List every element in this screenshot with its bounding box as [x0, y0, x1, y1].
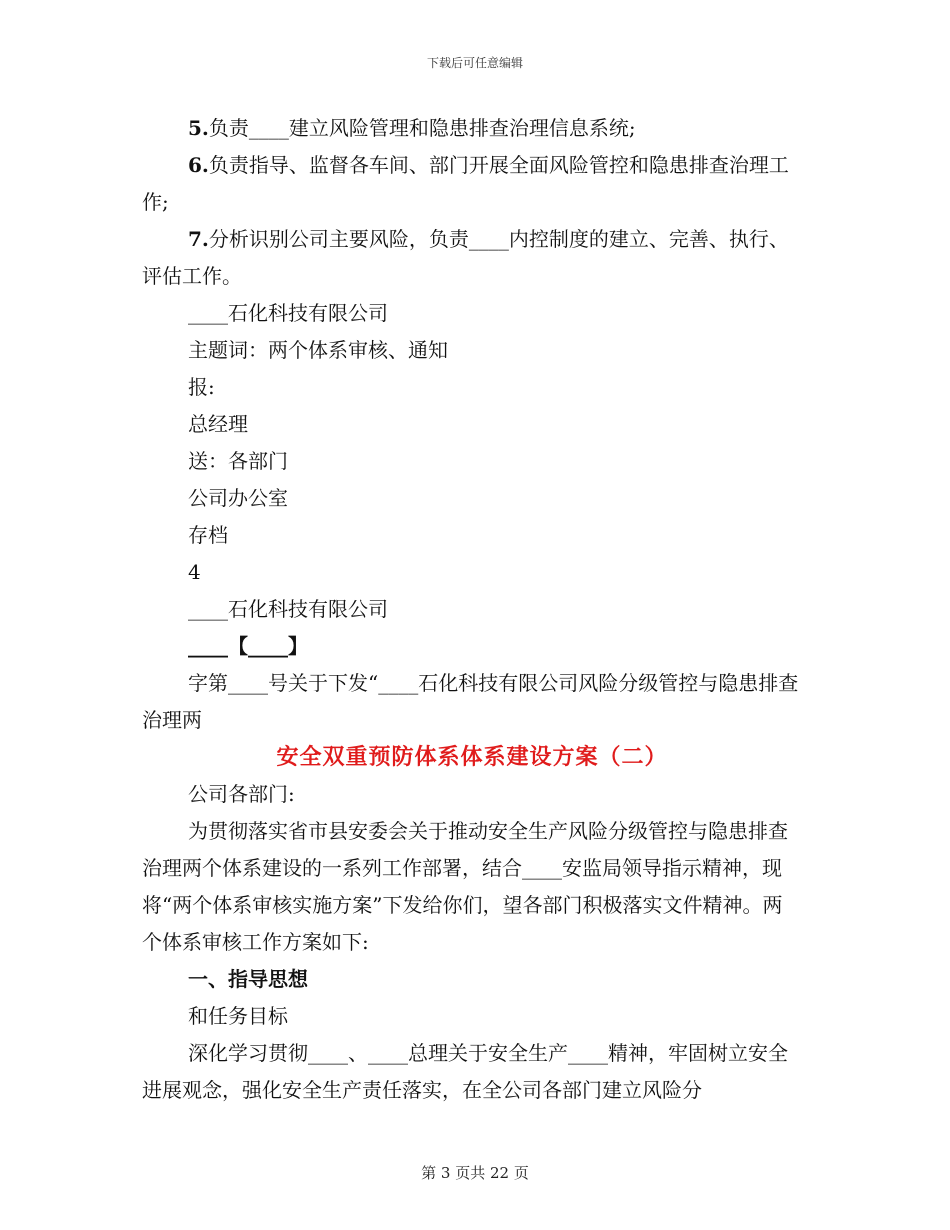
body-paragraph: 深化学习贯彻____、____总理关于安全生产____精神，牢固树立安全进展观念，强化安全生产责任落实，在全公司各部门建立风险分	[142, 1041, 788, 1102]
sub-heading-goals: 和任务目标	[188, 1004, 288, 1028]
item-number: 6.	[188, 153, 209, 177]
section-title: 安全双重预防体系体系建设方案（二）	[276, 744, 668, 770]
item-text: 负责指导、监督各车间、部门开展全面风险管控和隐患排查治理工作;	[142, 153, 789, 214]
header-note: 下载后可任意编辑	[426, 56, 523, 70]
item-number: 7.	[188, 227, 209, 251]
salutation: 公司各部门:	[188, 782, 295, 806]
company-signature: ____石化科技有限公司	[188, 301, 388, 325]
intro-paragraph: 为贯彻落实省市县安委会关于推动安全生产风险分级管控与隐患排查治理两个体系建设的一系列工作部署，结合____安监局领导指示精神，现将“两个体系审核实施方案”下发给你们，望各部门积极落实文件精神。两个体系审核工作方案如下:	[142, 819, 788, 954]
company-name-line: ____石化科技有限公司	[188, 597, 388, 621]
send-to-line: 送：各部门	[188, 449, 288, 473]
paragraph-item-6	[142, 147, 802, 221]
copy-count: 4	[188, 560, 201, 584]
page-footer: 第 3 页共 22 页	[421, 1164, 529, 1182]
subject-keywords: 主题词：两个体系审核、通知	[188, 338, 448, 362]
paragraph-item-5	[142, 110, 802, 147]
document-body	[142, 110, 802, 1109]
item-text: 分析识别公司主要风险，负责____内控制度的建立、完善、执行、评估工作。	[142, 227, 789, 288]
document-number-line: 字第____号关于下发“____石化科技有限公司风险分级管控与隐患排查治理两	[142, 671, 799, 732]
paragraph-item-7	[142, 221, 802, 295]
cc-office: 公司办公室	[188, 486, 288, 510]
document-number-bracket: ____【____】	[188, 634, 308, 658]
heading-guiding-ideology: 一、指导思想	[188, 967, 308, 991]
archive-label: 存档	[188, 523, 228, 547]
item-text: 负责____建立风险管理和隐患排查治理信息系统;	[208, 116, 636, 140]
report-label: 报:	[188, 375, 215, 399]
item-number: 5.	[188, 116, 209, 140]
report-recipient: 总经理	[188, 412, 248, 436]
